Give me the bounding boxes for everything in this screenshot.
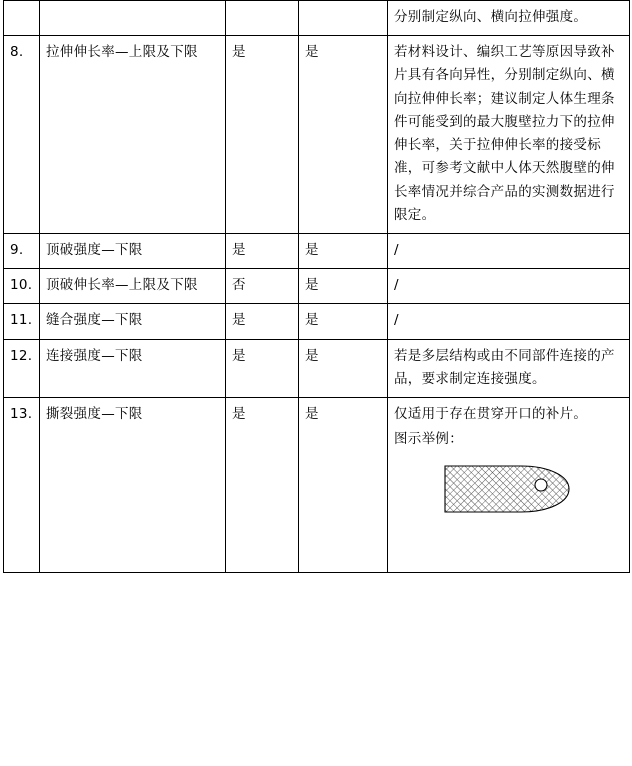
row-number: 8. bbox=[4, 36, 40, 234]
row-item: 顶破伸长率—上限及下限 bbox=[40, 269, 226, 304]
row-required: 是 bbox=[299, 269, 388, 304]
row-item bbox=[40, 1, 226, 36]
table-row bbox=[4, 233, 630, 268]
row-note: / bbox=[388, 269, 630, 304]
row-note: 分别制定纵向、横向拉伸强度。 bbox=[388, 1, 630, 36]
row-number: 13. bbox=[4, 398, 40, 572]
mesh-patch-diagram bbox=[394, 458, 623, 520]
row-number bbox=[4, 1, 40, 36]
row-item: 缝合强度—下限 bbox=[40, 304, 226, 339]
row-applicable: 否 bbox=[226, 269, 299, 304]
row-applicable: 是 bbox=[226, 233, 299, 268]
row-applicable: 是 bbox=[226, 339, 299, 397]
table-row bbox=[4, 398, 630, 572]
row-note-text: 仅适用于存在贯穿开口的补片。 bbox=[394, 406, 588, 423]
row-note: / bbox=[388, 304, 630, 339]
table-row bbox=[4, 304, 630, 339]
table-row bbox=[4, 269, 630, 304]
table-row bbox=[4, 36, 630, 234]
figure-caption: 图示举例： bbox=[394, 431, 463, 448]
row-note-with-figure bbox=[388, 398, 630, 572]
row-required: 是 bbox=[299, 304, 388, 339]
row-applicable bbox=[226, 1, 299, 36]
row-number: 12. bbox=[4, 339, 40, 397]
table-row bbox=[4, 339, 630, 397]
row-note: 若是多层结构或由不同部件连接的产品，要求制定连接强度。 bbox=[388, 339, 630, 397]
row-item: 拉伸伸长率—上限及下限 bbox=[40, 36, 226, 234]
row-required: 是 bbox=[299, 339, 388, 397]
row-item: 连接强度—下限 bbox=[40, 339, 226, 397]
row-note: 若材料设计、编织工艺等原因导致补片具有各向异性，分别制定纵向、横向拉伸伸长率；建议制定人体生理条件可能受到的最大腹壁拉力下的拉伸伸长率，关于拉伸伸长率的接受标准，可参考文献中人体天然腹壁的伸长率情况并综合产品的实测数据进行限定。 bbox=[388, 36, 630, 234]
row-applicable: 是 bbox=[226, 304, 299, 339]
row-required bbox=[299, 1, 388, 36]
row-required: 是 bbox=[299, 233, 388, 268]
row-required: 是 bbox=[299, 398, 388, 572]
requirements-table bbox=[3, 0, 630, 573]
row-applicable: 是 bbox=[226, 398, 299, 572]
row-number: 11. bbox=[4, 304, 40, 339]
row-item: 顶破强度—下限 bbox=[40, 233, 226, 268]
row-applicable: 是 bbox=[226, 36, 299, 234]
row-number: 9. bbox=[4, 233, 40, 268]
figure-spacer bbox=[394, 520, 623, 566]
row-number: 10. bbox=[4, 269, 40, 304]
row-note: / bbox=[388, 233, 630, 268]
table-row bbox=[4, 1, 630, 36]
row-required: 是 bbox=[299, 36, 388, 234]
row-item: 撕裂强度—下限 bbox=[40, 398, 226, 572]
